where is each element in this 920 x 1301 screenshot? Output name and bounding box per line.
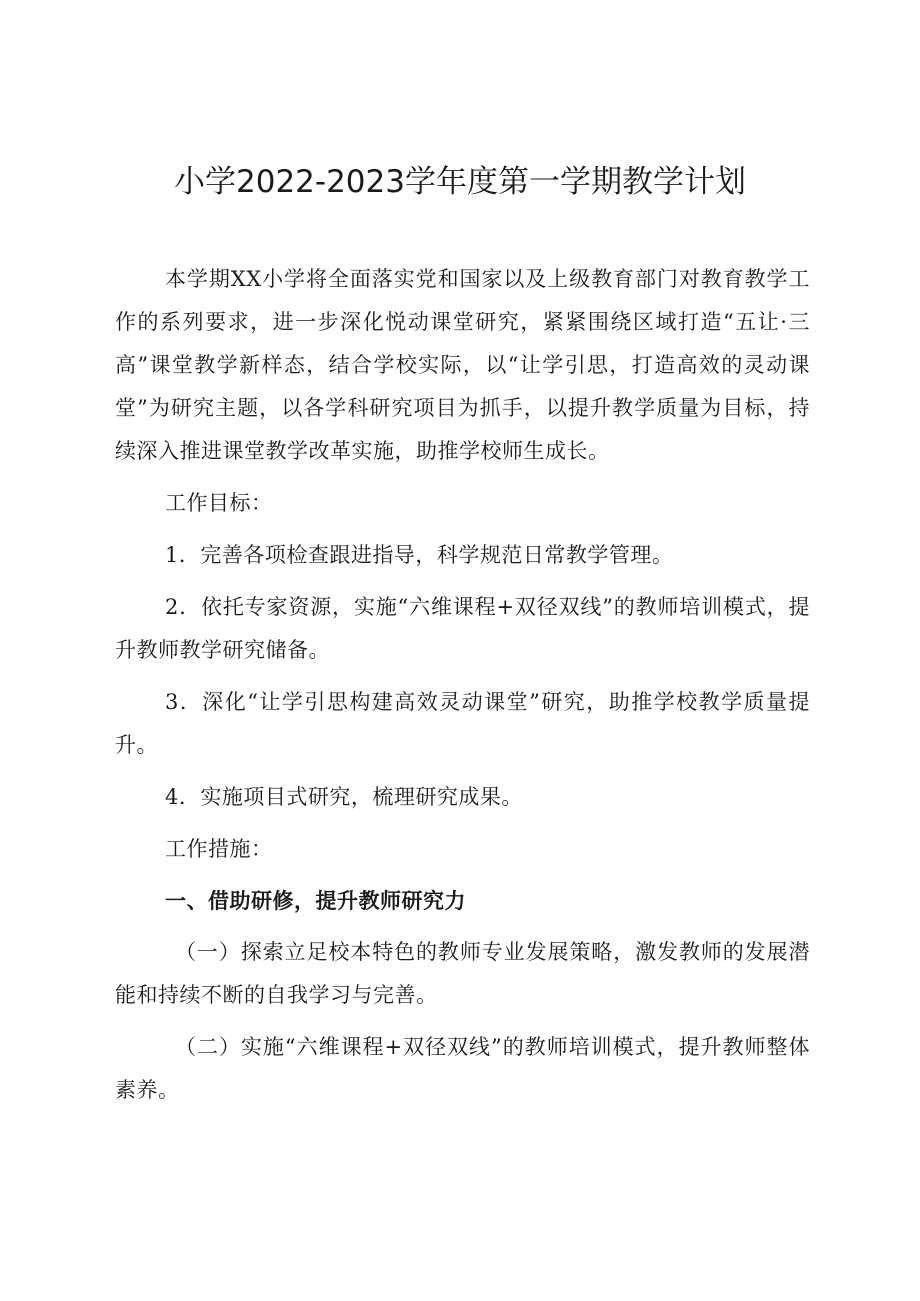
goals-heading: 工作目标： [165, 491, 273, 515]
page-title: 小学2022-2023学年度第一学期教学计划 [174, 164, 746, 200]
section-heading: 一、借助研修，提升教师研究力 [165, 889, 466, 913]
measures-heading: 工作措施： [165, 837, 273, 861]
section-item: （二）实施“六维课程+双径双线”的教师培训模式，提升教师整体素养。 [115, 1035, 810, 1102]
goal-item: 4．实施项目式研究，梳理研究成果。 [165, 785, 523, 809]
document-body [115, 258, 810, 1121]
goal-item: 2．依托专家资源，实施“六维课程+双径双线”的教师培训模式，提升教师教学研究储备。 [115, 595, 810, 662]
section-item: （一）探索立足校本特色的教师专业发展策略，激发教师的发展潜能和持续不断的自我学习与完善。 [115, 940, 810, 1007]
goal-item: 3．深化“让学引思构建高效灵动课堂”研究，助推学校教学质量提升。 [115, 690, 810, 757]
intro-paragraph: 本学期XX小学将全面落实党和国家以及上级教育部门对教育教学工作的系列要求，进一步深化悦动课堂研究，紧紧围绕区域打造“五让·三高”课堂教学新样态，结合学校实际，以“让学引思，打造高效的灵动课堂”为研究主题，以各学科研究项目为抓手，以提升教学质量为目标，持续深入推进课堂教学改革实施，助推学校师生成长。 [115, 267, 810, 463]
goal-item: 1．完善各项检查跟进指导，科学规范日常教学管理。 [165, 543, 674, 567]
